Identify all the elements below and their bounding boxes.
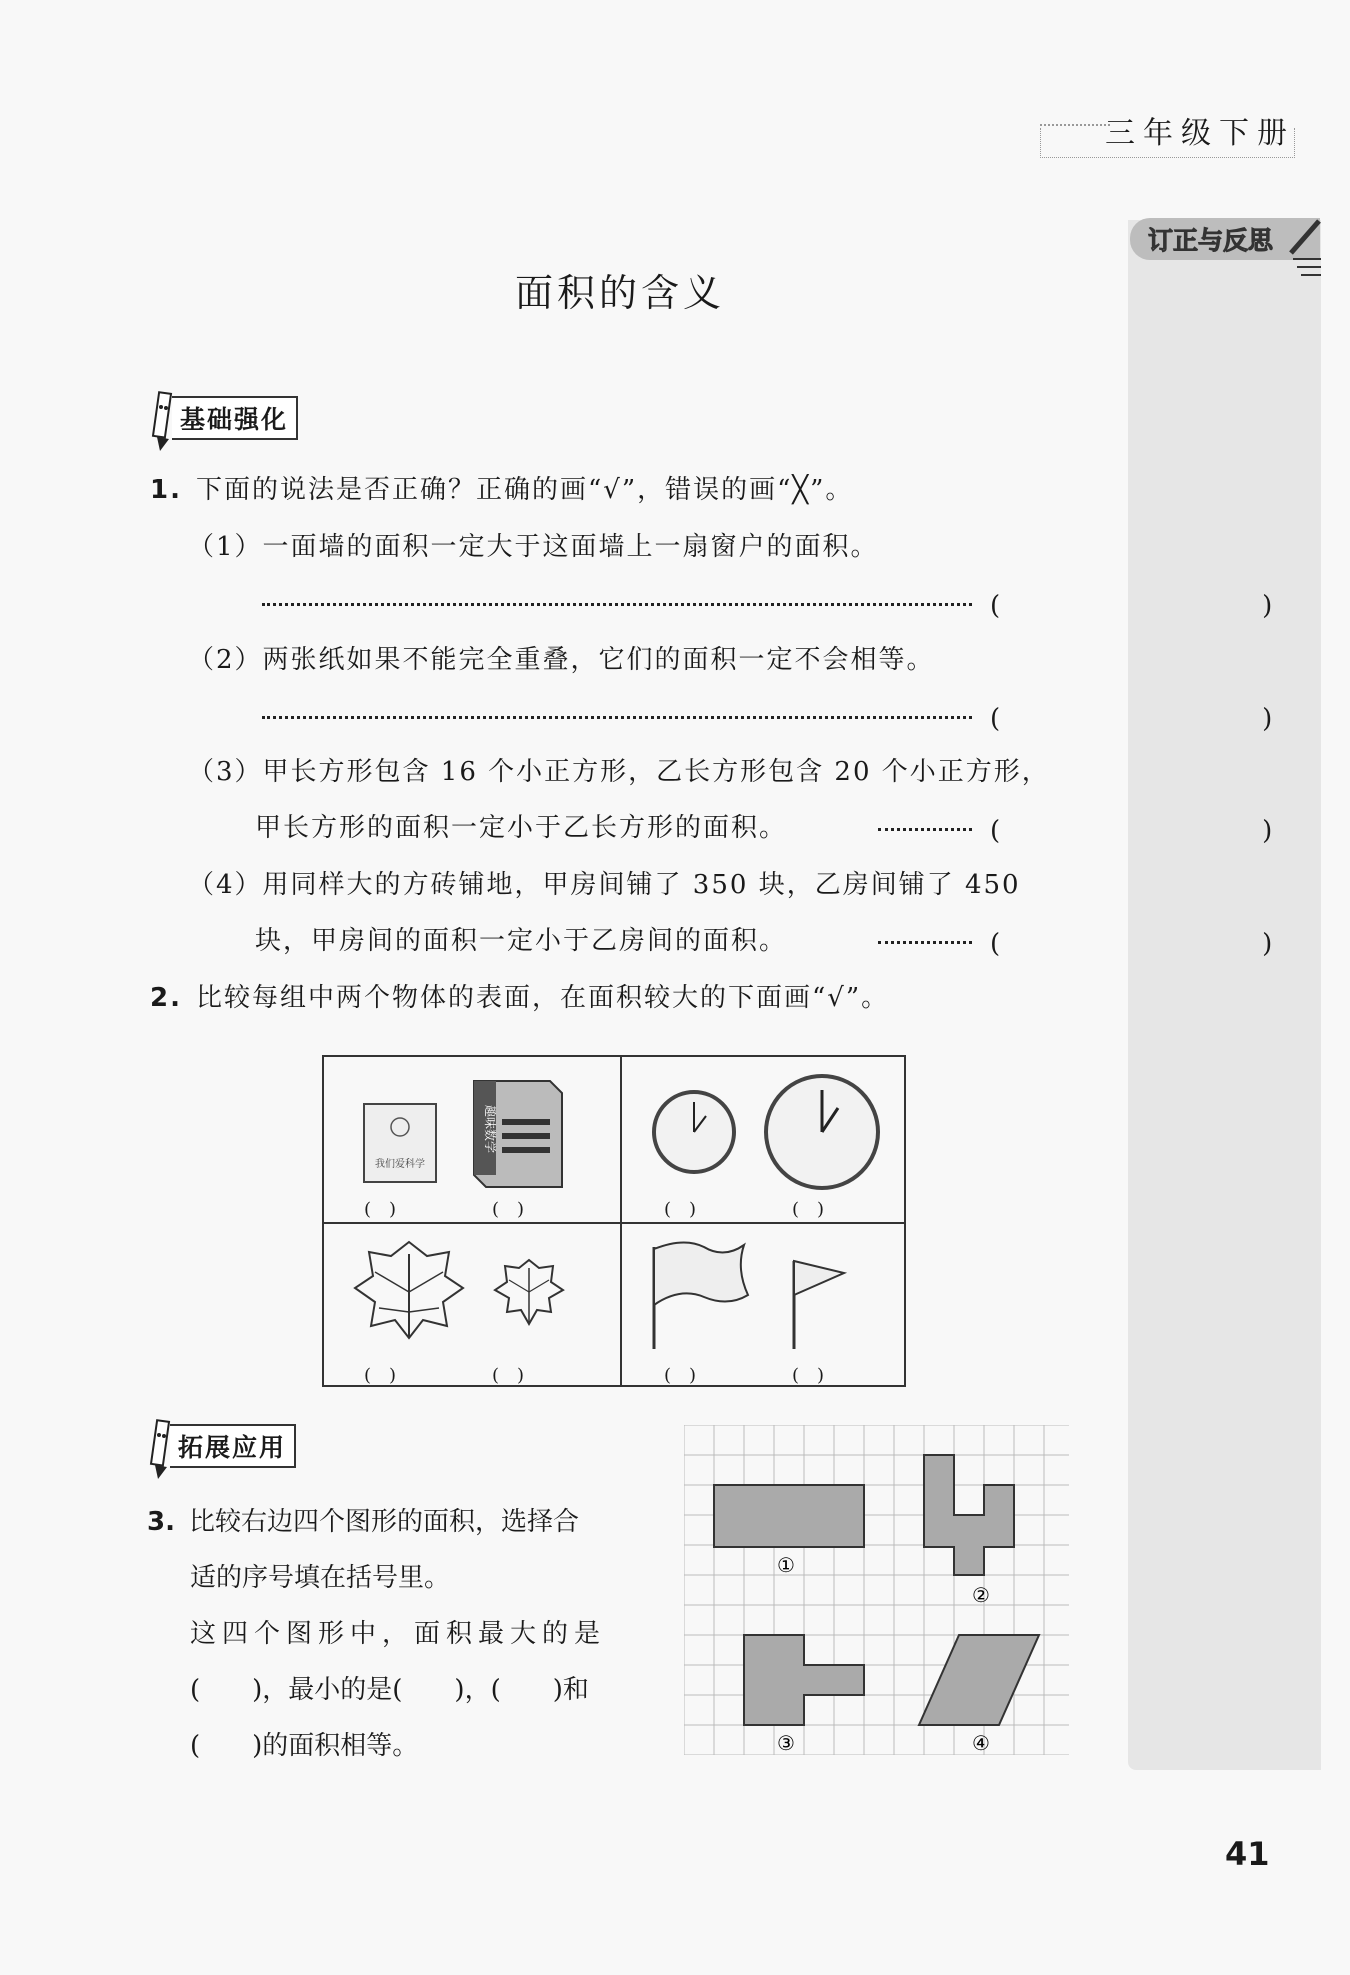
answer-blank[interactable]: ( ) bbox=[990, 929, 1343, 959]
grade-label: 三年级下册 bbox=[1105, 116, 1295, 151]
book-left-title: 我们爱科学 bbox=[375, 1159, 425, 1170]
q1-item-4-cont: 块，甲房间的面积一定小于乙房间的面积。 bbox=[255, 926, 788, 956]
question-2-number: 2. bbox=[150, 983, 182, 1013]
answer-blank[interactable]: ( ) bbox=[990, 704, 1343, 734]
pick-blank-book-small[interactable]: ( ) bbox=[364, 1199, 397, 1220]
comparison-grid bbox=[322, 1055, 906, 1387]
question-3-line-1: 比较右边四个图形的面积，选择合 bbox=[188, 1507, 579, 1537]
dotted-leader bbox=[262, 603, 972, 606]
books-picture bbox=[354, 1069, 594, 1189]
dotted-leader bbox=[262, 716, 972, 719]
pick-blank-leaf-large[interactable]: ( ) bbox=[364, 1365, 397, 1386]
pen-icon bbox=[1285, 215, 1325, 285]
question-3 bbox=[147, 1502, 579, 1542]
shape-3-label: ③ bbox=[777, 1731, 795, 1755]
answer-blank[interactable]: ( ) bbox=[990, 816, 1343, 846]
q1-item-3-cont: 甲长方形的面积一定小于乙长方形的面积。 bbox=[255, 813, 788, 843]
grid-divider-vertical bbox=[620, 1057, 622, 1385]
question-1-number: 1. bbox=[150, 475, 182, 505]
pick-blank-clock-small[interactable]: ( ) bbox=[664, 1199, 697, 1220]
grade-header bbox=[1040, 100, 1295, 158]
shape-2 bbox=[924, 1455, 1014, 1575]
grade-dotted-line bbox=[1040, 124, 1110, 126]
question-3-line-2: 适的序号填在括号里。 bbox=[190, 1563, 451, 1593]
clocks-picture bbox=[644, 1072, 894, 1192]
question-3-line-3: 这四个图形中，面积最大的是 bbox=[190, 1619, 607, 1649]
pick-blank-flag-large[interactable]: ( ) bbox=[664, 1365, 697, 1386]
question-3-line-4[interactable]: ( )，最小的是( )，( )和 bbox=[190, 1675, 589, 1705]
shape-1-label: ① bbox=[777, 1553, 795, 1577]
question-3-line-5[interactable]: ( )的面积相等。 bbox=[190, 1731, 419, 1761]
question-1-text: 下面的说法是否正确？正确的画“√”，错误的画“╳”。 bbox=[195, 475, 854, 505]
shape-3 bbox=[744, 1635, 864, 1725]
reflection-sidebar bbox=[1128, 220, 1321, 1770]
q1-item-4: （4）用同样大的方砖铺地，甲房间铺了 350 块，乙房间铺了 450 bbox=[188, 870, 1021, 900]
q1-item-1: （1）一面墙的面积一定大于这面墙上一扇窗户的面积。 bbox=[188, 532, 879, 562]
question-3-number: 3. bbox=[147, 1507, 175, 1537]
shape-4-label: ④ bbox=[972, 1731, 990, 1755]
pick-blank-flag-small[interactable]: ( ) bbox=[792, 1365, 825, 1386]
grid-divider-horizontal bbox=[324, 1222, 904, 1224]
pick-blank-leaf-small[interactable]: ( ) bbox=[492, 1365, 525, 1386]
section-basic bbox=[150, 385, 298, 451]
section-basic-label: 基础强化 bbox=[172, 396, 298, 440]
page-number: 41 bbox=[1225, 1835, 1270, 1873]
shape-2-label: ② bbox=[972, 1583, 990, 1607]
book-right-title: 趣味数学 bbox=[483, 1105, 497, 1154]
shape-4 bbox=[919, 1635, 1039, 1725]
pick-blank-clock-large[interactable]: ( ) bbox=[792, 1199, 825, 1220]
answer-blank[interactable]: ( ) bbox=[990, 591, 1343, 621]
section-extend bbox=[148, 1413, 296, 1479]
page-title: 面积的含义 bbox=[514, 271, 725, 315]
question-2 bbox=[150, 978, 889, 1018]
section-extend-label: 拓展应用 bbox=[170, 1424, 296, 1468]
question-1 bbox=[150, 470, 853, 510]
question-2-text: 比较每组中两个物体的表面，在面积较大的下面画“√”。 bbox=[195, 983, 890, 1013]
q1-item-2: （2）两张纸如果不能完全重叠，它们的面积一定不会相等。 bbox=[188, 645, 935, 675]
grid-lines bbox=[684, 1425, 1069, 1755]
pick-blank-book-large[interactable]: ( ) bbox=[492, 1199, 525, 1220]
shape-1 bbox=[714, 1485, 864, 1547]
flags-picture bbox=[644, 1237, 894, 1357]
reflection-tab-label: 订正与反思 bbox=[1148, 226, 1274, 255]
shape-grid bbox=[684, 1425, 1069, 1755]
q1-item-3: （3）甲长方形包含 16 个小正方形，乙长方形包含 20 个小正方形， bbox=[188, 757, 1050, 787]
dotted-leader bbox=[878, 828, 972, 831]
leaves-picture bbox=[339, 1232, 589, 1352]
dotted-leader bbox=[878, 941, 972, 944]
